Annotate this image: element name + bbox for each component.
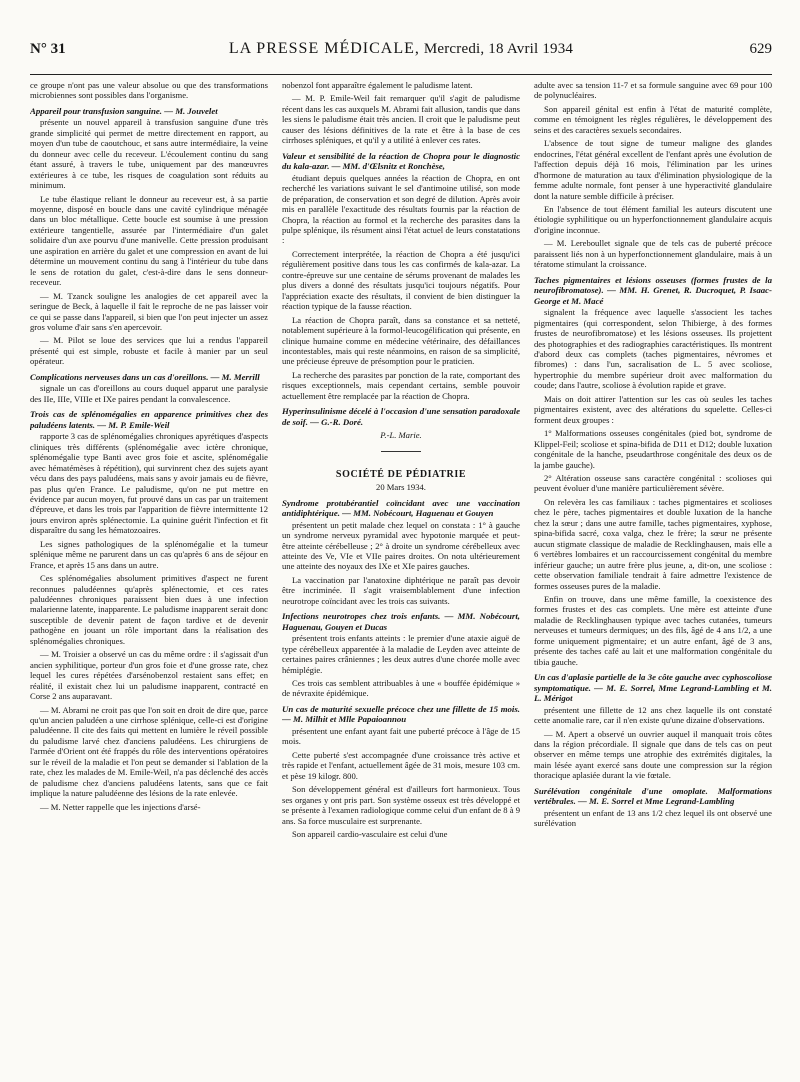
paragraph: — M. Pilot se loue des services que lui a rendus l'appareil présenté qui est simple, robuste et facile à manier par un seul opérateur.	[30, 335, 268, 367]
paragraph: — M. P. Emile-Weil fait remarquer qu'il s'agit de paludisme récent dans les cas auxquels M. Abrami fait allusion, tandis que dans les siens le paludisme était très ancien. Il croit que le paludisme peut causer des lésions définitives de la rate et être à la base de ces cirrhoses spléniques, et qu'il y a utilité à enlever ces rates.	[282, 93, 520, 146]
paragraph: présentent un petit malade chez lequel on constata : 1° à gauche un syndrome nerveux pyramidal avec hypotonie marquée et peut-être atteinte cérébelleuse ; 2° à droite un syndrome cérébelleux avec atteinte des Ve, VIe et VIIe paires droites. On nota ultérieurement une atteinte des noyaux des IXe et XIe paires gauches.	[282, 519, 520, 572]
paragraph: étudiant depuis quelques années la réaction de Chopra, en ont recherché les variations suivant le sel d'antimoine utilisé, son mode de préparation, de conservation et son degré de dilution. Après avoir mis en parallèle l'exactitude des résultats fournis par la réaction de Chopra, la réaction au formol et la recherche des parasites dans la pulpe splénique, ils résument ainsi l'état actuel de leurs constatations :	[282, 172, 520, 246]
paragraph: présentent une fillette de 12 ans chez laquelle ils ont constaté cette anomalie rare, car il n'en existe qu'une dizaine d'observations.	[534, 704, 772, 726]
column-2	[282, 80, 520, 1074]
column-1	[30, 80, 268, 1074]
paragraph: Ces splénomégalies absolument primitives d'aspect ne furent reconnues paludéennes qu'après splénectomie, et ces rates paludéennes chroniques paraissent bien dues à une infection malarienne latente, inapparente. Le paludisme inapparent serait donc susceptible de devenir patent de façon tardive et de devenir pathogène en jouant un rôle important dans la réalisation des splénomégalies chroniques.	[30, 573, 268, 646]
paragraph: présente un nouvel appareil à transfusion sanguine d'une très grande simplicité qui permet de mettre directement en rapport, au moyen d'un tube de caoutchouc, et sans autre intermédiaire, la veine du donneur avec celle du receveur. L'écoulement continu du sang étant assuré, à travers le tube, uniquement par des manœuvres extérieures à ce tube, les risques de coagulation sont réduits au minimum.	[30, 117, 268, 191]
page-number: 629	[749, 41, 772, 57]
paragraph: La vaccination par l'anatoxine diphtérique ne paraît pas devoir être incriminée. Il s'agit vraisemblablement d'une infection neurotrope coïncidant avec les trois cas suivants.	[282, 574, 520, 606]
author-signature: P.-L. Marie.	[380, 430, 422, 441]
paragraph: signale un cas d'oreillons au cours duquel apparut une paralysie des IIe, IIIe, VIIIe et IXe paires pendant la convalescence.	[30, 383, 268, 404]
paragraph: Ces trois cas semblent attribuables à une « bouffée épidémique » de névraxite épidémique.	[282, 678, 520, 699]
journal-title	[229, 40, 573, 58]
column-3	[534, 80, 772, 1074]
paragraph: — M. Netter rappelle que les injections d'arsé-	[40, 801, 201, 812]
paragraph: Correctement interprétée, la réaction de Chopra a été jusqu'ici régulièrement positive dans tous les cas confirmés de kala-azar. La contre-épreuve sur une centaine de sérums provenant de malades les plus divers a donné des résultats jusqu'ici toujours négatifs. Pour l'appréciation exacte des résultats, il convient de bien distinguer la réaction typique de la fausse réaction.	[282, 248, 520, 312]
issue-number: N° 31	[30, 41, 66, 57]
issue-date: Mercredi, 18 Avril 1934	[423, 41, 574, 57]
section-heading: Infections neurotropes chez trois enfants. — MM. Nobécourt, Haguenau, Gouyen et Ducas	[282, 611, 520, 632]
paragraph: — M. Lereboullet signale que de tels cas de puberté précoce paraissent liés non à un hyperfonctionnement glandulaire, mais à un tératome stimulant la croissance.	[534, 238, 772, 270]
paragraph: — M. Apert a observé un ouvrier auquel il manquait trois côtes dans la région précordiale. Il signale que dans de tels cas on peut observer en même temps une atrophie des extrémités digitales, la main lésée ayant exercé sans doute une compression sur la région thoracique aplasiée durant la vie fœtale.	[534, 728, 772, 781]
paragraph: 2° Altération osseuse sans caractère congénital : scolioses qui peuvent évoluer d'une manière particulièrement sévère.	[534, 473, 772, 494]
section-heading: Un cas d'aplasie partielle de la 3e côte gauche avec cyphoscoliose symptomatique. — M. E. Sorrel, Mme Legrand-Lambling et M. L. Mérigot	[534, 672, 772, 704]
paragraph: Son appareil génital est enfin à l'état de maturité complète, comme en témoignent les règles régulières, le développement des seins et des caractères sexuels secondaires.	[534, 103, 772, 135]
paragraph: Cette puberté s'est accompagnée d'une croissance très active et très rapide et l'enfant, actuellement âgée de 31 mois, mesure 103 cm. et pèse 19 kilogr. 800.	[282, 749, 520, 781]
section-heading: Hyperinsulinisme décelé à l'occasion d'une sensation paradoxale de soif. — G.-R. Doré.	[282, 406, 520, 427]
journal-name: LA PRESSE MÉDICALE,	[228, 40, 420, 57]
paragraph: — M. Tzanck souligne les analogies de cet appareil avec la seringue de Beck, à laquelle il fait le reproche de ne pas laisser voir ce qui se passe dans l'appareil, si bien que l'on peut injecter un assez gros volume d'air sans s'en apercevoir.	[30, 290, 268, 333]
paragraph: présentent une enfant ayant fait une puberté précoce à l'âge de 15 mois.	[282, 725, 520, 747]
paragraph: Son développement général est d'ailleurs fort harmonieux. Tous ses organes y ont pris part. Son système osseux est très développé et se présente à l'examen radiologique comme celui d'un enfant de 8 à 9 ans. Sa force musculaire est surprenante.	[282, 784, 520, 826]
society-title: SOCIÉTÉ DE PÉDIATRIE	[335, 468, 467, 480]
paragraph: — M. Troisier a observé un cas du même ordre : il s'agissait d'un ancien syphilitique, porteur d'un gros foie et d'une grosse rate, chez lequel les cures répétées d'arsénobenzol restaient sans effet; en réalité, il existait chez lui un paludisme inapparent, contracté en Corse 2 ans auparavant.	[30, 649, 268, 702]
paragraph: 1° Malformations osseuses congénitales (pied bot, syndrome de Klippel-Feil; scoliose et spina-bifida de D11 et D12; double luxation congénitale de la hanche, pseudarthrose congénitale des deux os de la jambe gauche).	[534, 428, 772, 470]
text-columns	[30, 80, 772, 1074]
paragraph: nobenzol font apparaître également le paludisme latent.	[282, 80, 473, 90]
paragraph: — M. Abrami ne croit pas que l'on soit en droit de dire que, parce qu'un ancien paludéen a une cirrhose splénique, celle-ci est d'origine paludéenne. Il cite des faits qui mettent en lumière le réveil possible du paludisme larvé chez d'anciens paludéens. Les chirurgiens de l'armée d'Orient ont été frappés du rôle des interventions opératoires sur le réveil de la maladie et l'on peut se demander si l'ablation de la rate, chez les malades de M. Emile-Weil, n'a pas déclenché des accès de paludisme chez d'anciens paludéens latents, sans que ce fait implique la nature paludéenne des lésions de la rate enlevée.	[30, 704, 268, 799]
paragraph: signalent la fréquence avec laquelle s'associent les taches pigmentaires (qui correspondent, selon Thibierge, à des formes frustes de neurofibromatose) et les lésions osseuses. Ils projettent des photographies et des radiographies caractéristiques. Ils montrent d'abord deux cas complets (taches pigmentaires, névromes et fibromes) : dans l'un, sacralisation de L. 5 avec scoliose, hypertrophie du membre supérieur droit avec malformation du coude; dans l'autre, scoliose à évolution rapide et grave.	[534, 307, 772, 391]
section-heading: Taches pigmentaires et lésions osseuses (formes frustes de la neurofibromatose). — MM. H. Grenet, R. Ducroquet, P. Isaac-George et M. Macé	[534, 274, 772, 306]
paragraph: Son appareil cardio-vasculaire est celui d'une	[292, 829, 448, 840]
session-date: 20 Mars 1934.	[376, 482, 426, 493]
paragraph: La recherche des parasites par ponction de la rate, comportant des risques exceptionnels, mais cependant certains, semble pouvoir actuellement être remplacée par la réaction de Chopra.	[282, 369, 520, 401]
paragraph: présentent trois enfants atteints : le premier d'une ataxie aiguë de type cérébelleux apparentée à la maladie de Leyden avec atteinte de certaines paires crâniennes ; les deux autres d'une chorée molle avec hémiplégie.	[282, 633, 520, 675]
section-heading: Complications nerveuses dans un cas d'oreillons. — M. Merrill	[30, 371, 260, 382]
section-heading: Un cas de maturité sexuelle précoce chez une fillette de 15 mois. — M. Milhit et Mlle Papaioannou	[282, 703, 520, 725]
paragraph: La réaction de Chopra paraît, dans sa constance et sa netteté, notablement supérieure à la formol-leucogélification qui présente, en clinique humaine comme en médecine vétérinaire, des défaillances incontestables, mais qui reste néanmoins, en raison de sa simplicité, une précieuse épreuve de présomption pour le praticien.	[282, 314, 520, 367]
separator-rule	[381, 451, 421, 452]
paragraph: ce groupe n'ont pas une valeur absolue ou que des transformations microbiennes sont possibles dans l'organisme.	[30, 80, 268, 101]
paragraph: Les signes pathologiques de la splénomégalie et la tumeur splénique même ne parurent dans un cas qu'après 6 ans de séjour en France, et après 15 ans dans un autre.	[30, 538, 268, 570]
paragraph: adulte avec sa tension 11-7 et sa formule sanguine avec 69 pour 100 de polynucléaires.	[534, 80, 772, 101]
section-heading: Appareil pour transfusion sanguine. — M. Jouvelet	[30, 105, 218, 116]
section-heading: Trois cas de splénomégalies en apparence primitives chez des paludéens latents. — M. P. Emile-Weil	[30, 409, 268, 430]
running-header	[30, 40, 772, 75]
paragraph: Mais on doit attirer l'attention sur les cas où seules les taches pigmentaires existent, avec des altérations du squelette. Celles-ci forment deux groupes :	[534, 393, 772, 425]
paragraph: On relevèra les cas familiaux : taches pigmentaires et scolioses chez le père, taches pigmentaires et double luxation de la hanche chez la sœur ; dans une autre famille, taches pigmentaires, xyphose, spina-bifida sacré, coxa valga, chez le frère; la sœur ne présente aucun stigmate classique de maladie de Recklinghausen, mais elle a 6 vertèbres lombaires et un raccourcissement congénital du membre inférieur gauche; un autre frère plus jeune, a, dit-on, une scoliose : cette observation familiale tendrait à faire admettre l'existence de formes osseuses pures de la maladie.	[534, 496, 772, 591]
paragraph: L'absence de tout signe de tumeur maligne des glandes endocrines, l'état général excellent de l'enfant après une évolution de l'affection depuis déjà 16 mois, l'élimination par les urines d'hormone de maturation au taux d'élimination physiologique de la femme adulte normale, font penser à une hyperactivité glandulaire dont la nature semble difficile à préciser.	[534, 138, 772, 201]
section-heading: Surélévation congénitale d'une omoplate. Malformations vertébrales. — M. E. Sorrel et Mme Legrand-Lambling	[534, 785, 772, 807]
paragraph: rapporte 3 cas de splénomégalies chroniques apyrétiques d'aspects cliniques très différents (splénomégalie avec ictère chronique, splénomégalie type Banti avec gros foie et ascite, splénomégalie avec hématémèses à répétition), qui survinrent chez des sujets ayant vécu dans des pays paludéens, mais sans y avoir jamais eu de fièvre, pas plus qu'en France. Le paludisme, qu'on ne put mettre en évidence par aucun moyen, fut prouvé dans un cas par un traitement d'épreuve, et dans les trois par l'apparition de fièvre intermittente 12 jours environ après splénectomie. La quinine guérit l'infection et fit disparaître du sang les hématozoaires.	[30, 431, 268, 536]
section-heading: Syndrome protubérantiel coïncidant avec une vaccination antidiphtérique. — MM. Nobécourt, Haguenau et Gouyen	[282, 497, 520, 519]
paragraph: Le tube élastique reliant le donneur au receveur est, à sa partie moyenne, disposé en boucle dans une cavité cylindrique ménagée dans un bloc métallique. Cette boucle est soumise à une pression extérieure tangentielle, assurée par l'intermédiaire d'un galet solidaire d'un axe pourvu d'une manivelle. Cette pression produisant une aspiration en arrière du galet et une compression en avant de lui détermine un mouvement continu du sang à l'intérieur du tube dans le sens de rotation du galet, c'est-à-dire dans le sens donneur-receveur.	[30, 193, 268, 288]
paragraph: Enfin on trouve, dans une même famille, la coexistence des formes frustes et des cas complets. Une mère est atteinte d'une maladie de Recklinghausen typique avec taches cutanées, tumeurs nerveuses et tumeurs dermiques; un des fils, âgé de 4 ans 1/2, a une forme uniquement pigmentaire; et un autre enfant, âgé de 3 ans, présente des taches café au lait et une malformation congénitale du tibia gauche.	[534, 593, 772, 667]
section-heading: Valeur et sensibilité de la réaction de Chopra pour le diagnostic du kala-azar. — MM. d'Œlsnitz et Ronchèse,	[282, 150, 520, 172]
paragraph: En l'absence de tout élément familial les auteurs discutent une étiologie syphilitique ou un hyperfonctionnement glandulaire acquis d'origine inconnue.	[534, 203, 772, 235]
paragraph: présentent un enfant de 13 ans 1/2 chez lequel ils ont observé une surélévation	[534, 807, 772, 829]
